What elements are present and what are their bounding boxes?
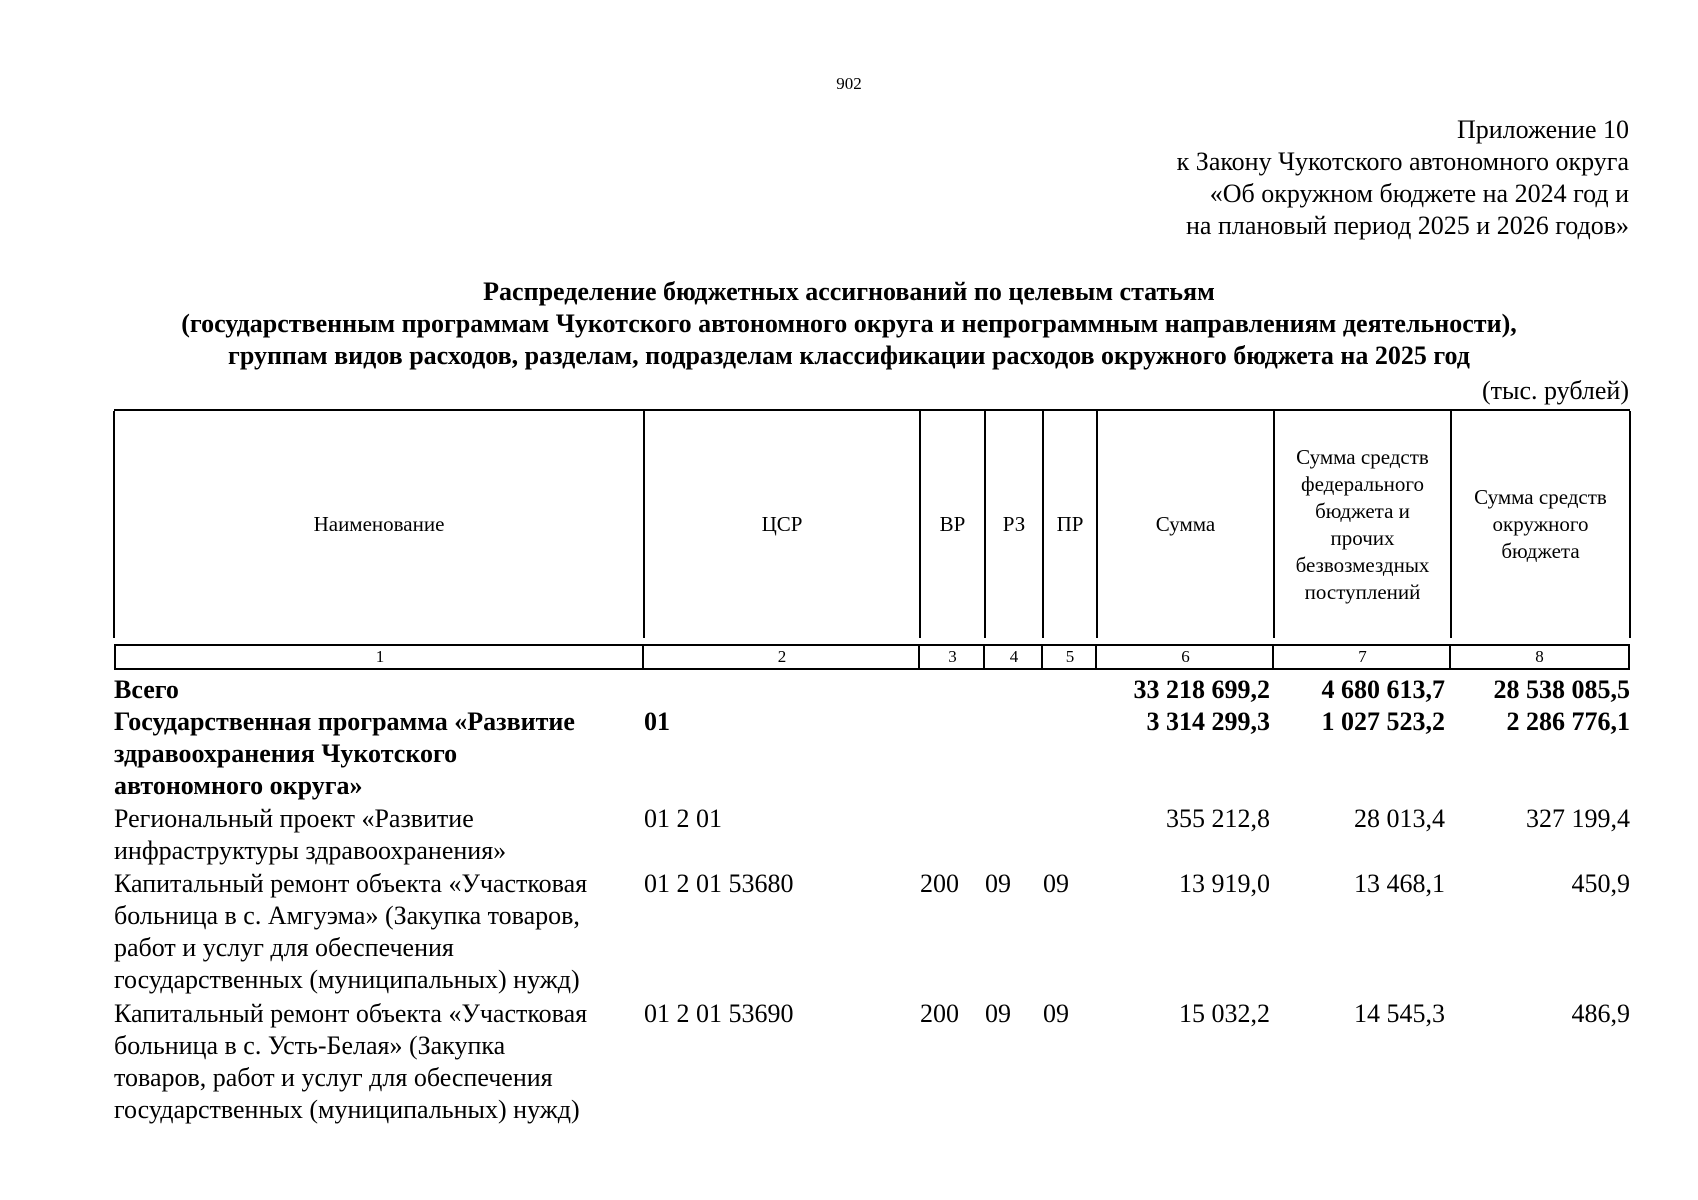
header-csr: ЦСР (761, 512, 803, 536)
row-fed: 1 027 523,2 (1321, 707, 1445, 736)
row-vr: 200 (920, 999, 959, 1028)
row-sum: 13 919,0 (1179, 869, 1270, 898)
column-divider (919, 411, 921, 638)
column-number: 2 (777, 647, 787, 666)
row-sum: 355 212,8 (1166, 804, 1270, 833)
table-header (114, 409, 1630, 636)
row-name-line: государственных (муниципальных) нужд) (114, 1095, 580, 1124)
row-csr: 01 2 01 53680 (644, 869, 794, 898)
column-divider (983, 646, 985, 668)
column-number: 5 (1065, 647, 1075, 666)
title-line: группам видов расходов, разделам, подразделам классификации расходов окружного бюджета на 2025 год (228, 341, 1470, 370)
header-fed-line: бюджета и (1315, 498, 1410, 523)
row-vr: 200 (920, 869, 959, 898)
row-rz: 09 (985, 869, 1011, 898)
column-numbers-row (114, 644, 1630, 670)
units-label: (тыс. рублей) (1481, 376, 1629, 405)
row-fed: 14 545,3 (1354, 999, 1445, 1028)
row-fed: 28 013,4 (1354, 804, 1445, 833)
header-fed-line: Сумма средств (1296, 444, 1429, 469)
row-name-line: здравоохранения Чукотского (114, 739, 458, 768)
row-name (114, 674, 644, 706)
header-fed-line: федерального (1300, 471, 1425, 496)
row-okr: 486,9 (1571, 999, 1630, 1028)
row-name-line: автономного округа» (114, 771, 363, 800)
column-number: 6 (1181, 647, 1190, 666)
column-number: 8 (1535, 647, 1544, 666)
column-divider (642, 646, 644, 668)
header-vr: ВР (939, 512, 966, 536)
row-name (114, 706, 644, 802)
page-number: 902 (836, 74, 862, 93)
column-divider (643, 411, 645, 638)
row-okr: 450,9 (1571, 869, 1630, 898)
table-border (113, 411, 115, 638)
appendix-line: Приложение 10 (1456, 115, 1629, 144)
row-okr: 327 199,4 (1526, 804, 1630, 833)
row-name-line: Капитальный ремонт объекта «Участковая (114, 869, 588, 898)
row-csr: 01 2 01 53690 (644, 999, 794, 1028)
header-fed-line: безвозмездных (1295, 552, 1430, 577)
row-csr: 01 (644, 707, 670, 736)
row-sum: 15 032,2 (1179, 999, 1270, 1028)
column-divider (1042, 411, 1044, 638)
header-pr: ПР (1056, 512, 1084, 536)
row-name-line: работ и услуг для обеспечения (114, 933, 454, 962)
column-divider (1273, 411, 1275, 638)
header-fed-line: прочих (1330, 525, 1395, 550)
header-okr (1451, 411, 1630, 638)
title-line: Распределение бюджетных ассигнований по целевым статьям (483, 277, 1215, 306)
row-name-line: государственных (муниципальных) нужд) (114, 965, 580, 994)
appendix-line: к Закону Чукотского автономного округа (1176, 147, 1629, 176)
row-name-line: Всего (114, 675, 179, 704)
column-divider (918, 646, 920, 668)
row-name-line: Капитальный ремонт объекта «Участковая (114, 999, 588, 1028)
row-csr: 01 2 01 (644, 804, 722, 833)
row-okr: 2 286 776,1 (1506, 707, 1630, 736)
column-number: 1 (375, 647, 385, 666)
appendix-line: на плановый период 2025 и 2026 годов» (1186, 211, 1629, 240)
table-border (1629, 411, 1631, 638)
row-name-line: Региональный проект «Развитие (114, 804, 474, 833)
header-name: Наименование (313, 512, 445, 536)
header-okr-line: окружного (1492, 512, 1589, 536)
row-fed: 13 468,1 (1354, 869, 1445, 898)
column-divider (1450, 411, 1452, 638)
header-okr-line: бюджета (1501, 539, 1580, 563)
row-fed: 4 680 613,7 (1321, 675, 1445, 704)
row-name-line: товаров, работ и услуг для обеспечения (114, 1063, 553, 1092)
row-name (114, 998, 644, 1126)
appendix-line: «Об окружном бюджете на 2024 год и (1209, 179, 1629, 208)
column-divider (1096, 411, 1098, 638)
row-name-line: Государственная программа «Развитие (114, 707, 575, 736)
column-divider (1449, 646, 1451, 668)
header-fed-line: поступлений (1304, 579, 1421, 604)
document-title (0, 276, 1698, 372)
column-divider (1272, 646, 1274, 668)
column-divider (984, 411, 986, 638)
row-name-line: инфраструктуры здравоохранения» (114, 836, 507, 865)
row-pr: 09 (1043, 999, 1069, 1028)
header-fed (1274, 411, 1451, 638)
row-sum: 33 218 699,2 (1133, 675, 1270, 704)
column-divider (1095, 646, 1097, 668)
column-divider (1041, 646, 1043, 668)
row-pr: 09 (1043, 869, 1069, 898)
column-number: 3 (948, 647, 957, 666)
row-rz: 09 (985, 999, 1011, 1028)
header-okr-line: Сумма средств (1474, 485, 1607, 509)
row-name-line: больница в с. Усть-Белая» (Закупка (114, 1031, 506, 1060)
row-sum: 3 314 299,3 (1146, 707, 1270, 736)
row-okr: 28 538 085,5 (1493, 675, 1630, 704)
column-number: 7 (1358, 647, 1367, 666)
header-sum: Сумма (1155, 512, 1216, 536)
appendix-reference (1177, 114, 1629, 242)
row-name (114, 803, 644, 867)
title-line: (государственным программам Чукотского автономного округа и непрограммным направлениям деятельности), (181, 309, 1517, 338)
row-name-line: больница в с. Амгуэма» (Закупка товаров, (114, 901, 580, 930)
header-rz: РЗ (1002, 512, 1026, 536)
column-number: 4 (1009, 647, 1019, 666)
row-name (114, 868, 644, 996)
